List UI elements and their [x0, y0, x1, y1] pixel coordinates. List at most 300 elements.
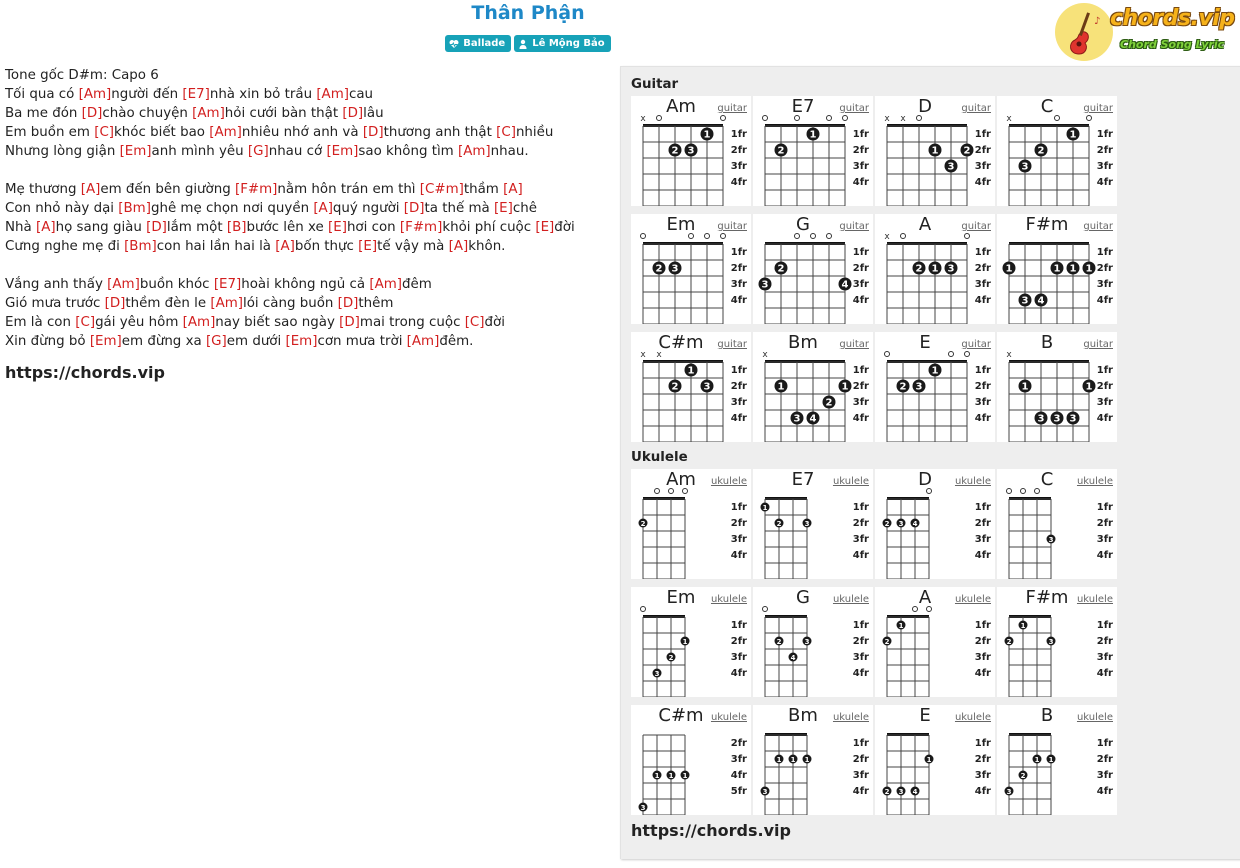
svg-text:1: 1 — [777, 381, 785, 393]
guitar-logo-icon — [1054, 2, 1114, 62]
fret-number-label: 2fr — [730, 738, 747, 749]
lyric-text: gái yêu hôm — [95, 315, 183, 330]
muted-string-marker: x — [640, 350, 646, 360]
finger-dot — [839, 380, 852, 393]
fret-number-label: 2fr — [852, 381, 869, 392]
fret-number-label: 1fr — [852, 738, 869, 749]
guitar-chord-card-csharpm[interactable] — [631, 332, 751, 442]
finger-dot — [1083, 380, 1096, 393]
ukulele-chord-card-a[interactable] — [875, 587, 995, 697]
guitar-chord-card-em[interactable] — [631, 214, 751, 324]
finger-dot — [1019, 621, 1028, 630]
fret-number-label: 3fr — [730, 754, 747, 765]
fret-number-label: 4fr — [1096, 413, 1113, 424]
lyric-chord[interactable]: [E] — [535, 220, 555, 235]
finger-dot — [791, 412, 804, 425]
chord-name: Em — [666, 587, 696, 608]
fret-number-label: 3fr — [730, 534, 747, 545]
finger-dot — [803, 755, 812, 764]
svg-text:2: 2 — [899, 381, 907, 393]
lyric-chord[interactable]: [F#m] — [234, 182, 278, 197]
muted-string-marker: x — [1006, 114, 1012, 124]
ukulele-chord-card-e[interactable] — [875, 705, 995, 815]
fret-number-label: 3fr — [852, 534, 869, 545]
lyric-line — [5, 313, 605, 332]
svg-text:1: 1 — [1053, 263, 1061, 275]
lyric-text: Nhà — [5, 220, 36, 235]
fret-number-label: 2fr — [1096, 381, 1113, 392]
finger-dot — [701, 128, 714, 141]
finger-dot — [775, 144, 788, 157]
finger-dot — [807, 412, 820, 425]
logo-brand: chords.vip — [1110, 6, 1235, 31]
svg-text:2: 2 — [1037, 145, 1045, 157]
finger-dot — [1051, 262, 1064, 275]
finger-dot — [803, 637, 812, 646]
fret-number-label: 3fr — [1096, 770, 1113, 781]
guitar-chord-card-g[interactable] — [753, 214, 873, 324]
chord-name: E — [919, 332, 931, 353]
svg-text:1: 1 — [1034, 755, 1040, 764]
instrument-link[interactable]: guitar — [717, 103, 747, 114]
lyric-chord[interactable]: [E] — [493, 201, 513, 216]
muted-string-marker: x — [884, 114, 890, 124]
instrument-link[interactable]: ukulele — [954, 712, 991, 723]
lyric-chord[interactable]: [G] — [247, 144, 269, 159]
lyric-text: Con nhỏ này dại — [5, 201, 119, 216]
svg-text:1: 1 — [804, 755, 810, 764]
fret-number-label: 2fr — [1096, 518, 1113, 529]
lyric-line — [5, 275, 605, 294]
fret-number-label: 1fr — [852, 620, 869, 631]
guitar-chord-card-fsharpm[interactable] — [997, 214, 1117, 324]
svg-text:3: 3 — [947, 263, 955, 275]
fret-number-label: 1fr — [730, 620, 747, 631]
guitar-chord-card-am[interactable] — [631, 96, 751, 206]
lyric-chord[interactable]: [Am] — [316, 87, 349, 102]
fret-number-label: 2fr — [1096, 636, 1113, 647]
fret-number-label: 4fr — [852, 550, 869, 561]
lyric-chord[interactable]: [Am] — [78, 87, 112, 102]
fret-number-label: 1fr — [852, 502, 869, 513]
lyric-text: chê — [512, 201, 537, 216]
svg-text:3: 3 — [898, 787, 904, 796]
fret-number-label: 3fr — [974, 770, 991, 781]
svg-text:3: 3 — [762, 787, 768, 796]
finger-dot — [669, 380, 682, 393]
fret-number-label: 1fr — [1096, 620, 1113, 631]
lyric-chord[interactable]: [D] — [403, 201, 425, 216]
lyric-chord[interactable]: [A] — [35, 220, 56, 235]
finger-dot — [761, 503, 770, 512]
svg-text:3: 3 — [804, 637, 810, 646]
lyric-text: khôn. — [468, 239, 506, 254]
ukulele-chord-card-c[interactable] — [997, 469, 1117, 579]
chord-name: Am — [666, 469, 696, 490]
instrument-link[interactable]: ukulele — [710, 712, 747, 723]
lyric-text: mai trong cuộc — [359, 315, 465, 330]
chord-name: D — [918, 96, 932, 117]
svg-text:2: 2 — [963, 145, 971, 157]
lyric-chord[interactable]: [Em] — [119, 144, 152, 159]
finger-dot — [1003, 262, 1016, 275]
svg-text:3: 3 — [804, 519, 810, 528]
lyric-chord[interactable]: [C#m] — [419, 182, 464, 197]
svg-text:1: 1 — [898, 621, 904, 630]
lyric-chord[interactable]: [F#m] — [399, 220, 443, 235]
svg-text:2: 2 — [776, 637, 782, 646]
svg-text:3: 3 — [1006, 787, 1012, 796]
finger-dot — [775, 519, 784, 528]
lyric-text: buồn khóc — [139, 277, 214, 292]
lyric-chord[interactable]: [D] — [339, 315, 360, 330]
finger-dot — [1051, 412, 1064, 425]
fret-number-label: 4fr — [730, 668, 747, 679]
lyric-chord[interactable]: [Am] — [458, 144, 491, 159]
svg-text:1: 1 — [1020, 621, 1026, 630]
chord-name: G — [796, 587, 810, 608]
chord-name: Bm — [788, 332, 818, 353]
fret-number-label: 4fr — [730, 295, 747, 306]
svg-text:3: 3 — [687, 145, 695, 157]
guitar-chord-card-e[interactable] — [875, 332, 995, 442]
lyric-text: bốn thực — [294, 239, 359, 254]
lyric-text: cơn mưa trời — [317, 334, 407, 349]
svg-text:3: 3 — [703, 381, 711, 393]
fret-number-label: 2fr — [852, 518, 869, 529]
lyric-text: Em là con — [5, 315, 76, 330]
finger-dot — [1035, 412, 1048, 425]
lyric-text: đêm — [402, 277, 432, 292]
svg-text:3: 3 — [915, 381, 923, 393]
fret-number-label: 2fr — [974, 518, 991, 529]
svg-text:2: 2 — [671, 145, 679, 157]
finger-dot — [803, 519, 812, 528]
fret-number-label: 2fr — [1096, 754, 1113, 765]
fret-number-label: 3fr — [730, 397, 747, 408]
svg-text:3: 3 — [1021, 161, 1029, 173]
lyric-chord[interactable]: [Am] — [182, 315, 216, 330]
finger-dot — [775, 637, 784, 646]
fret-number-label: 5fr — [730, 786, 747, 797]
fret-number-label: 2fr — [974, 381, 991, 392]
finger-dot — [823, 396, 836, 409]
lyric-line — [5, 180, 605, 199]
instrument-link[interactable]: ukulele — [954, 476, 991, 487]
fret-number-label: 3fr — [974, 279, 991, 290]
svg-text:3: 3 — [640, 803, 646, 812]
instrument-link[interactable]: ukulele — [1076, 476, 1113, 487]
lyric-chord[interactable]: [G] — [205, 334, 227, 349]
svg-text:3: 3 — [761, 279, 769, 291]
svg-text:1: 1 — [926, 755, 932, 764]
ukulele-chord-card-g[interactable] — [753, 587, 873, 697]
lyric-gap — [5, 256, 605, 275]
svg-text:2: 2 — [1006, 637, 1012, 646]
lyric-chord[interactable]: [D] — [362, 125, 384, 140]
muted-string-marker: x — [640, 114, 646, 124]
lyric-text: nhau. — [490, 144, 529, 159]
lyric-text: cau — [348, 87, 374, 102]
instrument-link[interactable]: ukulele — [1076, 594, 1113, 605]
finger-dot — [669, 144, 682, 157]
instrument-link[interactable]: guitar — [717, 339, 747, 350]
ukulele-chord-card-csharpm[interactable] — [631, 705, 751, 815]
lyric-text: anh mình yêu — [151, 144, 248, 159]
lyric-text: nhiêu nhớ anh và — [241, 125, 363, 140]
fret-number-label: 3fr — [730, 652, 747, 663]
finger-dot — [669, 262, 682, 275]
chord-name: Bm — [788, 705, 818, 726]
instrument-link[interactable]: ukulele — [710, 594, 747, 605]
fret-number-label: 3fr — [852, 652, 869, 663]
instrument-link[interactable]: ukulele — [954, 594, 991, 605]
lyric-chord[interactable]: [Am] — [192, 106, 225, 121]
ukulele-chord-card-d[interactable] — [875, 469, 995, 579]
finger-dot — [685, 144, 698, 157]
lyric-chord[interactable]: [Am] — [107, 277, 140, 292]
fret-number-label: 1fr — [1096, 129, 1113, 140]
lyric-text: sao không tìm — [358, 144, 458, 159]
fret-number-label: 2fr — [852, 145, 869, 156]
ukulele-chord-card-am[interactable] — [631, 469, 751, 579]
fret-number-label: 1fr — [730, 129, 747, 140]
muted-string-marker: x — [1006, 350, 1012, 360]
instrument-link[interactable]: guitar — [961, 221, 991, 232]
svg-text:1: 1 — [687, 365, 695, 377]
svg-text:1: 1 — [1085, 263, 1093, 275]
chord-name: E — [919, 705, 931, 726]
finger-dot — [775, 262, 788, 275]
lyric-chord[interactable]: [E] — [358, 239, 378, 254]
lyric-chord[interactable]: [E7] — [182, 87, 210, 102]
muted-string-marker: x — [656, 350, 662, 360]
lyric-chord[interactable]: [Em] — [326, 144, 359, 159]
guitar-chord-card-c[interactable] — [997, 96, 1117, 206]
svg-text:3: 3 — [947, 161, 955, 173]
lyric-text: nhau cớ — [268, 144, 327, 159]
instrument-link[interactable]: guitar — [961, 339, 991, 350]
fret-number-label: 2fr — [1096, 145, 1113, 156]
instrument-link[interactable]: guitar — [839, 221, 869, 232]
fret-number-label: 2fr — [974, 263, 991, 274]
instrument-link[interactable]: guitar — [839, 103, 869, 114]
lyric-chord[interactable]: [A] — [503, 182, 523, 197]
svg-text:1: 1 — [1069, 263, 1077, 275]
panel-site-link[interactable]: https://chords.vip — [631, 821, 791, 840]
finger-dot — [945, 262, 958, 275]
finger-dot — [1035, 294, 1048, 307]
lyric-chord[interactable]: [C] — [496, 125, 516, 140]
ukulele-chord-card-bm[interactable] — [753, 705, 873, 815]
finger-dot — [897, 380, 910, 393]
fret-number-label: 3fr — [730, 161, 747, 172]
svg-text:4: 4 — [1037, 295, 1045, 307]
lyric-text: lói càng buồn — [243, 296, 338, 311]
ukulele-chord-card-fsharpm[interactable] — [997, 587, 1117, 697]
guitar-chord-card-bm[interactable] — [753, 332, 873, 442]
lyric-text: Nhưng lòng giận — [5, 144, 120, 159]
chord-name: B — [1040, 332, 1054, 353]
lyric-line — [5, 85, 605, 104]
ukulele-chord-card-b[interactable] — [997, 705, 1117, 815]
instrument-link[interactable]: ukulele — [832, 712, 869, 723]
fret-number-label: 4fr — [730, 177, 747, 188]
guitar-chord-card-a[interactable] — [875, 214, 995, 324]
ukulele-chord-card-e7[interactable] — [753, 469, 873, 579]
svg-text:1: 1 — [931, 263, 939, 275]
guitar-chord-card-e7[interactable] — [753, 96, 873, 206]
lyric-chord[interactable]: [Am] — [406, 334, 440, 349]
finger-dot — [913, 380, 926, 393]
fret-number-label: 1fr — [730, 365, 747, 376]
finger-dot — [685, 364, 698, 377]
lyric-chord[interactable]: [A] — [448, 239, 469, 254]
lyric-text: nhiều — [515, 125, 554, 140]
lyric-chord[interactable]: [Am] — [369, 277, 402, 292]
lyric-chord[interactable]: [C] — [75, 315, 96, 330]
fret-number-label: 2fr — [852, 263, 869, 274]
finger-dot — [1035, 144, 1048, 157]
fret-number-label: 4fr — [974, 413, 991, 424]
finger-dot — [1047, 637, 1056, 646]
svg-text:3: 3 — [1048, 535, 1054, 544]
instrument-link[interactable]: guitar — [1083, 103, 1113, 114]
fret-number-label: 4fr — [974, 177, 991, 188]
fret-number-label: 2fr — [730, 381, 747, 392]
lyric-chord[interactable]: [C] — [464, 315, 485, 330]
user-icon — [518, 39, 528, 49]
artist-badge[interactable] — [514, 35, 610, 52]
finger-dot — [1005, 637, 1014, 646]
lyrics-site-link[interactable]: https://chords.vip — [5, 363, 165, 382]
lyric-text: nhà xin bỏ trầu — [209, 87, 317, 102]
svg-text:1: 1 — [654, 771, 660, 780]
muted-string-marker: x — [900, 114, 906, 124]
lyric-chord[interactable]: [A] — [80, 182, 101, 197]
lyric-text: bước lên xe — [246, 220, 329, 235]
svg-text:3: 3 — [1037, 413, 1045, 425]
chord-name: B — [1040, 705, 1054, 726]
lyric-line — [5, 66, 605, 85]
fret-number-label: 3fr — [1096, 652, 1113, 663]
fret-number-label: 2fr — [730, 263, 747, 274]
lyric-chord[interactable]: [Em] — [89, 334, 122, 349]
fret-number-label: 1fr — [974, 365, 991, 376]
lyric-text: em dưới — [226, 334, 286, 349]
lyric-text: hơi con — [346, 220, 400, 235]
song-title: Thân Phận — [471, 2, 585, 24]
instrument-link[interactable]: ukulele — [710, 476, 747, 487]
lyric-text: Em buồn em — [5, 125, 95, 140]
instrument-link[interactable]: guitar — [1083, 339, 1113, 350]
heartbeat-icon — [449, 39, 459, 49]
svg-text:3: 3 — [1048, 637, 1054, 646]
finger-dot — [1019, 294, 1032, 307]
fret-number-label: 4fr — [852, 295, 869, 306]
lyric-chord[interactable]: [D] — [146, 220, 167, 235]
lyric-text: Gió mưa trước — [5, 296, 105, 311]
svg-text:2: 2 — [884, 519, 890, 528]
finger-dot — [639, 803, 648, 812]
fret-number-label: 3fr — [1096, 161, 1113, 172]
finger-dot — [759, 278, 772, 291]
lyric-chord[interactable]: [A] — [313, 201, 333, 216]
svg-text:4: 4 — [841, 279, 849, 291]
lyric-chord[interactable]: [Am] — [209, 125, 242, 140]
lyric-chord[interactable]: [D] — [81, 106, 103, 121]
instrument-link[interactable]: guitar — [839, 339, 869, 350]
lyric-line — [5, 332, 605, 351]
finger-dot — [925, 755, 934, 764]
finger-dot — [1047, 755, 1056, 764]
svg-text:1: 1 — [668, 771, 674, 780]
lyric-chord[interactable]: [Am] — [210, 296, 243, 311]
svg-text:1: 1 — [682, 771, 688, 780]
lyric-text: khỏi phí cuộc — [442, 220, 536, 235]
chord-name: C — [1040, 96, 1054, 117]
instrument-link[interactable]: guitar — [961, 103, 991, 114]
lyric-text: đêm. — [439, 334, 474, 349]
svg-text:1: 1 — [776, 755, 782, 764]
logo-tagline: Chord Song Lyric — [1120, 38, 1225, 51]
finger-dot — [883, 519, 892, 528]
lyric-text: Ba me đón — [5, 106, 82, 121]
lyric-text: Tone gốc D#m: Capo 6 — [5, 68, 159, 83]
svg-text:2: 2 — [655, 263, 663, 275]
chord-name: A — [918, 587, 932, 608]
lyric-chord[interactable]: [Bm] — [124, 239, 157, 254]
fret-number-label: 2fr — [730, 518, 747, 529]
fret-number-label: 4fr — [852, 413, 869, 424]
lyric-chord[interactable]: [E] — [328, 220, 347, 235]
instrument-link[interactable]: guitar — [717, 221, 747, 232]
lyric-chord[interactable]: [Em] — [285, 334, 318, 349]
ukulele-chord-card-em[interactable] — [631, 587, 751, 697]
lyric-chord[interactable]: [D] — [104, 296, 126, 311]
lyric-chord[interactable]: [D] — [337, 296, 359, 311]
finger-dot — [929, 364, 942, 377]
genre-badge[interactable] — [445, 35, 511, 52]
lyric-chord[interactable]: [E7] — [213, 277, 242, 292]
lyric-chord[interactable]: [C] — [94, 125, 115, 140]
lyric-text: con hai lần hai là — [156, 239, 276, 254]
fret-number-label: 1fr — [852, 365, 869, 376]
finger-dot — [775, 380, 788, 393]
site-logo[interactable] — [1054, 2, 1234, 62]
instrument-link[interactable]: guitar — [1083, 221, 1113, 232]
svg-text:4: 4 — [790, 653, 796, 662]
finger-dot — [1047, 535, 1056, 544]
instrument-link[interactable]: ukulele — [1076, 712, 1113, 723]
guitar-chord-card-d[interactable] — [875, 96, 995, 206]
finger-dot — [897, 519, 906, 528]
lyric-chord[interactable]: [B] — [226, 220, 247, 235]
finger-dot — [911, 519, 920, 528]
chord-name: E7 — [791, 96, 815, 117]
lyric-chord[interactable]: [A] — [275, 239, 295, 254]
svg-text:1: 1 — [1069, 129, 1077, 141]
fret-number-label: 1fr — [974, 738, 991, 749]
instrument-link[interactable]: ukulele — [832, 594, 869, 605]
guitar-chord-card-b[interactable] — [997, 332, 1117, 442]
svg-text:1: 1 — [841, 381, 849, 393]
finger-dot — [929, 262, 942, 275]
chord-name: Em — [666, 214, 696, 235]
lyric-chord[interactable]: [Bm] — [118, 201, 151, 216]
lyric-chord[interactable]: [D] — [342, 106, 364, 121]
instrument-link[interactable]: ukulele — [832, 476, 869, 487]
